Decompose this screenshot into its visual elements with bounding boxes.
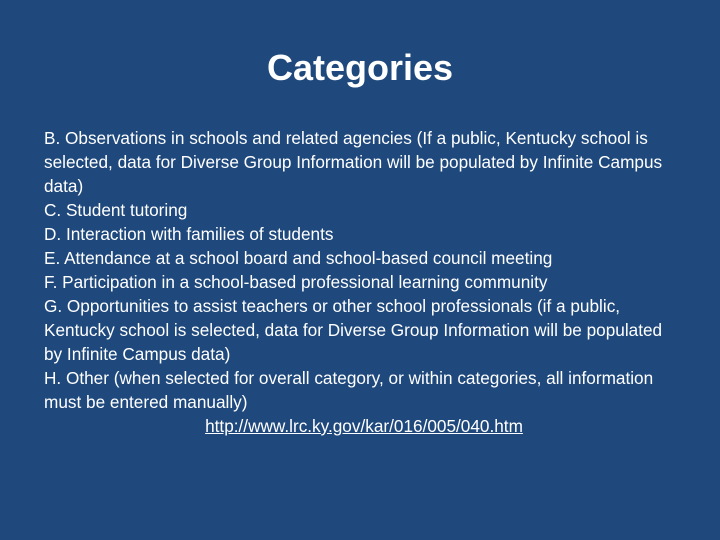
category-item-f: F. Participation in a school-based professional learning community <box>44 272 548 292</box>
category-item-d: D. Interaction with families of students <box>44 224 334 244</box>
reference-link[interactable]: http://www.lrc.ky.gov/kar/016/005/040.htm <box>205 416 523 436</box>
reference-link-line <box>44 414 684 438</box>
slide-body <box>44 126 684 438</box>
category-item-b: B. Observations in schools and related agencies (If a public, Kentucky school is selected, data for Diverse Group Information will be populated by Infinite Campus data) <box>44 128 663 196</box>
category-item-h: H. Other (when selected for overall category, or within categories, all information must be entered manually) <box>44 368 654 412</box>
category-item-e: E. Attendance at a school board and school-based council meeting <box>44 248 553 268</box>
slide-title: Categories <box>266 47 454 88</box>
category-item-c: C. Student tutoring <box>44 200 188 220</box>
category-item-g: G. Opportunities to assist teachers or other school professionals (if a public, Kentucky school is selected, data for Diverse Group Information will be populated by Infinite Campus data) <box>44 296 663 364</box>
